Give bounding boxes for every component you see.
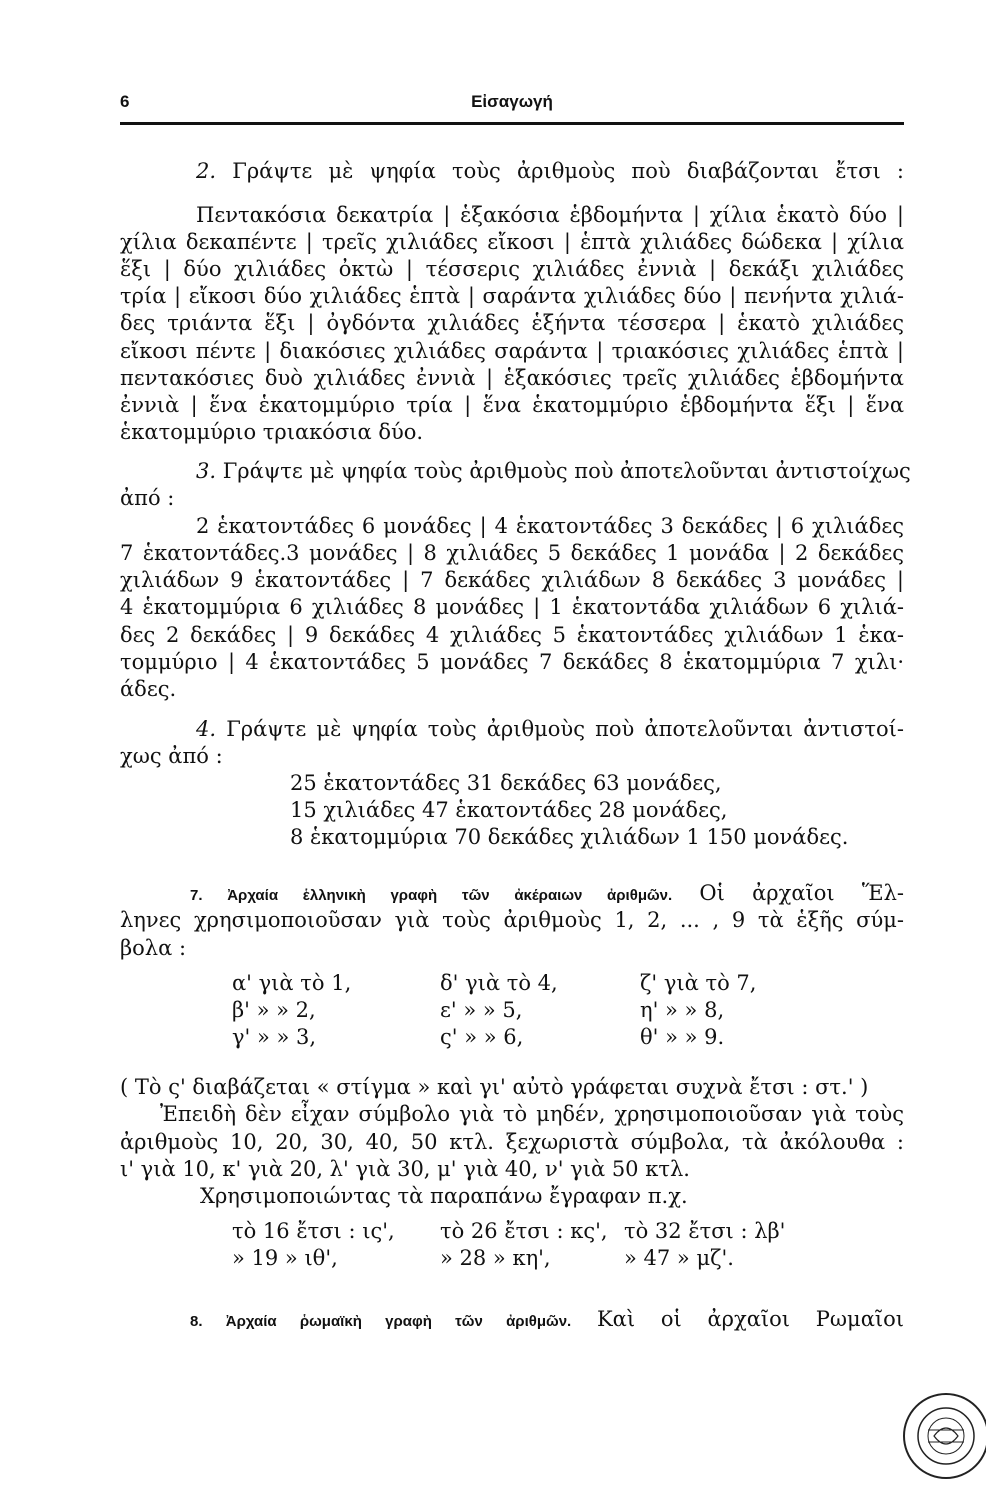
- exercise-3-line: ἀπό :: [120, 486, 175, 510]
- exercise-3-line: 4 ἑκατομμύρια 6 χιλιάδες 8 μονάδες | 1 ἑκατοντάδα χιλιάδων 6 χιλιά-: [120, 595, 904, 619]
- exercise-2-line: ἕξι | δύο χιλιάδες ὀκτὼ | τέσσερις χιλιάδες ἐννιὰ | δεκάξι χιλιάδες: [120, 257, 904, 281]
- library-seal-stamp: [900, 1390, 986, 1482]
- example-cell: τὸ 32 ἔτσι : λβ': [624, 1219, 786, 1243]
- page-number: 6: [120, 92, 130, 111]
- example-cell: » 19 » ιθ',: [232, 1246, 338, 1270]
- section-7-para-line: ἀριθμοὺς 10, 20, 30, 40, 50 κτλ. ξεχωριστὰ σύμβολα, τὰ ἀκόλουθα :: [120, 1130, 904, 1154]
- example-cell: » 47 » μζ'.: [624, 1246, 734, 1270]
- symbol-cell: ς' » » 6,: [440, 1025, 524, 1049]
- section-7-para-line: ι' γιὰ 10, κ' γιὰ 20, λ' γιὰ 30, μ' γιὰ 40, ν' γιὰ 50 κτλ.: [120, 1157, 690, 1181]
- symbol-cell: δ' γιὰ τὸ 4,: [440, 971, 558, 995]
- exercise-2-number: 2.: [196, 159, 217, 183]
- section-7-line: Οἱ ἀρχαῖοι Ἕλ-: [699, 881, 904, 905]
- exercise-2-line: ἑκατομμύριο τριακόσια δύο.: [120, 420, 424, 444]
- symbol-cell: η' » » 8,: [640, 998, 725, 1022]
- exercise-4-item: 25 ἑκατοντάδες 31 δεκάδες 63 μονάδες,: [290, 771, 722, 795]
- stigma-note: ( Τὸ ς' διαβάζεται « στίγμα » καὶ γι' αὐτὸ γράφεται συχνὰ ἔτσι : στ.' ): [120, 1075, 869, 1099]
- exercise-4-line: Γράψτε μὲ ψηφία τοὺς ἀριθμοὺς ποὺ ἀποτελοῦνται ἀντιστοί-: [226, 717, 904, 741]
- symbol-cell: ε' » » 5,: [440, 998, 523, 1022]
- exercise-3-line: χιλιάδων 9 ἑκατοντάδες | 7 δεκάδες χιλιάδων 8 δεκάδες 3 μονάδες |: [120, 568, 904, 592]
- section-7-para-line: Ἐπειδὴ δὲν εἶχαν σύμβολο γιὰ τὸ μηδέν, χρησιμοποιοῦσαν γιὰ τοὺς: [160, 1102, 904, 1126]
- exercise-3-line: 7 ἑκατοντάδες.3 μονάδες | 8 χιλιάδες 5 δεκάδες 1 μονάδα | 2 δεκάδες: [120, 541, 904, 565]
- symbol-cell: α' γιὰ τὸ 1,: [232, 971, 352, 995]
- exercise-3-line: 2 ἑκατοντάδες 6 μονάδες | 4 ἑκατοντάδες 3 δεκάδες | 6 χιλιάδες: [196, 514, 904, 538]
- exercise-2-line: Γράψτε μὲ ψηφία τοὺς ἀριθμοὺς ποὺ διαβάζονται ἔτσι :: [232, 159, 904, 183]
- example-cell: » 28 » κη',: [440, 1246, 551, 1270]
- exercise-3-line: Γράψτε μὲ ψηφία τοὺς ἀριθμοὺς ποὺ ἀποτελοῦνται ἀντιστοίχως: [222, 459, 911, 483]
- example-cell: τὸ 26 ἔτσι : κς',: [440, 1219, 608, 1243]
- exercise-4-number: 4.: [196, 717, 217, 741]
- exercise-2-line: εἴκοσι πέντε | διακόσιες χιλιάδες σαράντα | τριακόσιες χιλιάδες ἑπτὰ |: [120, 339, 904, 363]
- exercise-3-line: τομμύριο | 4 ἑκατοντάδες 5 μονάδες 7 δεκάδες 8 ἑκατομμύρια 7 χιλι·: [120, 650, 904, 674]
- section-7-heading: 7. Ἀρχαία ἑλληνικὴ γραφὴ τῶν ἀκέραιων ἀριθμῶν.: [190, 887, 673, 904]
- exercise-2-line: δες τριάντα ἕξι | ὀγδόντα χιλιάδες ἑξήντα τέσσερα | ἑκατὸ χιλιάδες: [120, 311, 904, 335]
- symbol-cell: γ' » » 3,: [232, 1025, 317, 1049]
- exercise-2-line: πεντακόσιες δυὸ χιλιάδες ἐννιὰ | ἑξακόσιες τρεῖς χιλιάδες ἑβδομήντα: [120, 366, 904, 390]
- section-7-first-line: [190, 880, 904, 909]
- exercise-2-line: χίλια δεκαπέντε | τρεῖς χιλιάδες εἴκοσι | ἑπτὰ χιλιάδες δώδεκα | χίλια: [120, 230, 904, 254]
- symbol-cell: β' » » 2,: [232, 998, 316, 1022]
- exercise-2-line: ἐννιὰ | ἕνα ἑκατομμύριο τρία | ἕνα ἑκατομμύριο ἑβδομήντα ἕξι | ἕνα: [120, 393, 904, 417]
- section-8-text: Καὶ οἱ ἀρχαῖοι Ρωμαῖοι: [596, 1307, 904, 1331]
- exercise-2-intro: [196, 158, 904, 184]
- running-title: Εἰσαγωγή: [471, 92, 553, 111]
- exercise-4-intro: [196, 716, 904, 742]
- exercise-3-intro: [196, 458, 911, 484]
- section-7-line: βολα :: [120, 936, 187, 960]
- section-7-line: ληνες χρησιμοποιοῦσαν γιὰ τοὺς ἀριθμοὺς 1, 2, ... , 9 τὰ ἑξῆς σύμ-: [120, 908, 904, 932]
- exercise-4-item: 15 χιλιάδες 47 ἑκατοντάδες 28 μονάδες,: [290, 798, 728, 822]
- section-7-para-line: Χρησιμοποιώντας τὰ παραπάνω ἔγραφαν π.χ.: [200, 1184, 688, 1208]
- example-cell: τὸ 16 ἔτσι : ις',: [232, 1219, 395, 1243]
- exercise-2-line: τρία | εἴκοσι δύο χιλιάδες ἑπτὰ | σαράντα χιλιάδες δύο | πενήντα χιλιά-: [120, 284, 904, 308]
- exercise-4-item: 8 ἑκατομμύρια 70 δεκάδες χιλιάδων 1 150 μονάδες.: [290, 825, 849, 849]
- exercise-3-line: άδες.: [120, 677, 177, 701]
- symbol-cell: θ' » » 9.: [640, 1025, 725, 1049]
- exercise-3-number: 3.: [196, 459, 217, 483]
- exercise-4-line: χως ἀπό :: [120, 744, 223, 768]
- symbol-cell: ζ' γιὰ τὸ 7,: [640, 971, 757, 995]
- section-8-heading: 8. Ἀρχαία ῥωμαϊκὴ γραφὴ τῶν ἀριθμῶν.: [190, 1313, 572, 1330]
- exercise-3-line: δες 2 δεκάδες | 9 δεκάδες 4 χιλιάδες 5 ἑκατοντάδες χιλιάδων 1 ἑκα-: [120, 623, 904, 647]
- section-8-first-line: [190, 1306, 904, 1335]
- exercise-2-line: Πεντακόσια δεκατρία | ἑξακόσια ἑβδομήντα | χίλια ἑκατὸ δύο |: [196, 203, 904, 227]
- page-header: [120, 92, 904, 122]
- header-rule: [120, 122, 904, 125]
